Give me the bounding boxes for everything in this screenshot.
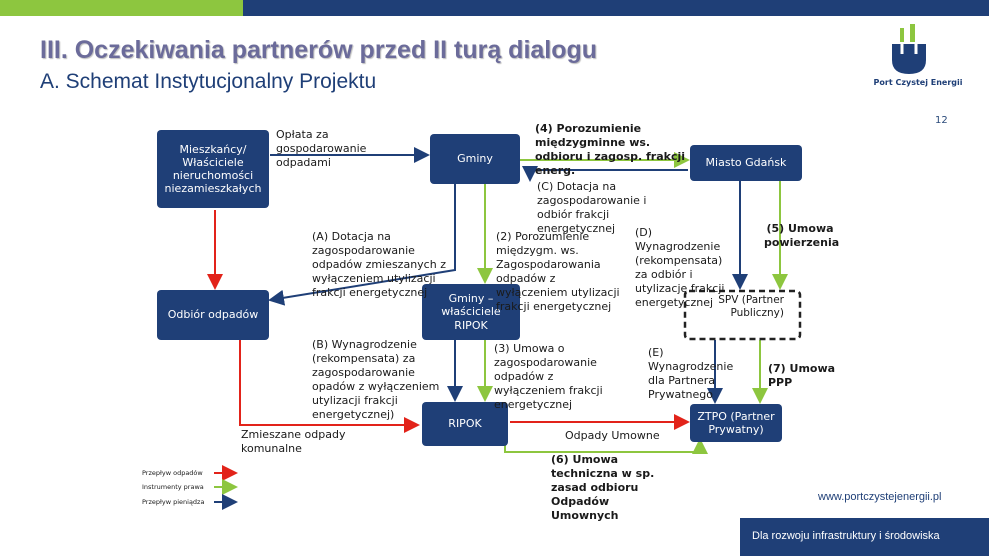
slide-subtitle: A. Schemat Instytucjonalny Projektu — [40, 70, 377, 93]
entity-ztpo-label: ZTPO (Partner Prywatny) — [697, 409, 775, 436]
entity-mieszkancy-label: Mieszkańcy/ Właściciele nieruchomości niezamieszkałych — [164, 142, 262, 196]
entity-ripok-label: RIPOK — [448, 417, 482, 431]
website-link[interactable]: www.portczystejenergii.pl — [818, 491, 942, 503]
label-e: (E) Wynagrodzenie dla Partnera Prywatnego — [648, 346, 734, 402]
label-p2: (2) Porozumienie międzygm. ws. Zagospodarowania odpadów z wyłączeniem utylizacji frakcji energetycznej — [496, 230, 620, 314]
label-a: (A) Dotacja na zagospodarowanie odpadów zmieszanych z wyłączeniem utylizacji frakcji energetycznej — [312, 230, 446, 300]
label-oplata: Opłata za gospodarowanie odpadami — [276, 128, 367, 170]
page-number: 12 — [935, 115, 948, 126]
entity-odbior — [157, 290, 269, 340]
footer-text: Dla rozwoju infrastruktury i środowiska — [752, 530, 940, 542]
label-p4: (4) Porozumienie międzygminne ws. odbioru i zagosp. frakcji energ. — [535, 122, 686, 178]
label-d: (D) Wynagrodzenie (rekompensata) za odbiór i utylizację frakcji energetycznej — [635, 226, 725, 310]
label-p5: (5) Umowa powierzenia — [764, 222, 840, 250]
entity-gminy — [430, 134, 520, 184]
entity-spv: SPV (Partner Publiczny) — [718, 294, 784, 320]
slide-title: III. Oczekiwania partnerów przed II turą dialogu — [40, 36, 598, 64]
label-p3: (3) Umowa o zagospodarowanie odpadów z wyłączeniem frakcji energetycznej — [494, 342, 603, 412]
label-p7: (7) Umowa PPP — [768, 362, 836, 390]
entity-miasto-gdansk — [690, 145, 802, 181]
legend-item-legal: Instrumenty prawa — [142, 483, 204, 491]
logo-text: Port Czystej Energii — [873, 78, 963, 87]
label-umowne: Odpady Umowne — [565, 429, 660, 442]
entity-gminy-ripok-label: Gminy – właściciele RIPOK — [441, 292, 501, 332]
legend-item-waste: Przepływ odpadów — [142, 469, 203, 477]
entity-mieszkancy — [157, 130, 269, 208]
label-zmieszane: Zmieszane odpady komunalne — [241, 428, 346, 456]
label-b: (B) Wynagrodzenie (rekompensata) za zagospodarowanie opadów z wyłączeniem utylizacji frakcji energetycznej) — [312, 338, 440, 422]
entity-ztpo — [690, 404, 782, 442]
legend-item-money: Przepływ pieniądza — [142, 498, 205, 506]
label-c: (C) Dotacja na zagospodarowanie i odbiór frakcji energetycznej — [537, 180, 647, 236]
entity-miasto-label: Miasto Gdańsk — [705, 156, 787, 170]
entity-odbior-label: Odbiór odpadów — [167, 308, 259, 322]
label-p6: (6) Umowa techniczna w sp. zasad odbioru Odpadów Umownych — [551, 453, 655, 523]
entity-gminy-label: Gminy — [457, 152, 493, 166]
